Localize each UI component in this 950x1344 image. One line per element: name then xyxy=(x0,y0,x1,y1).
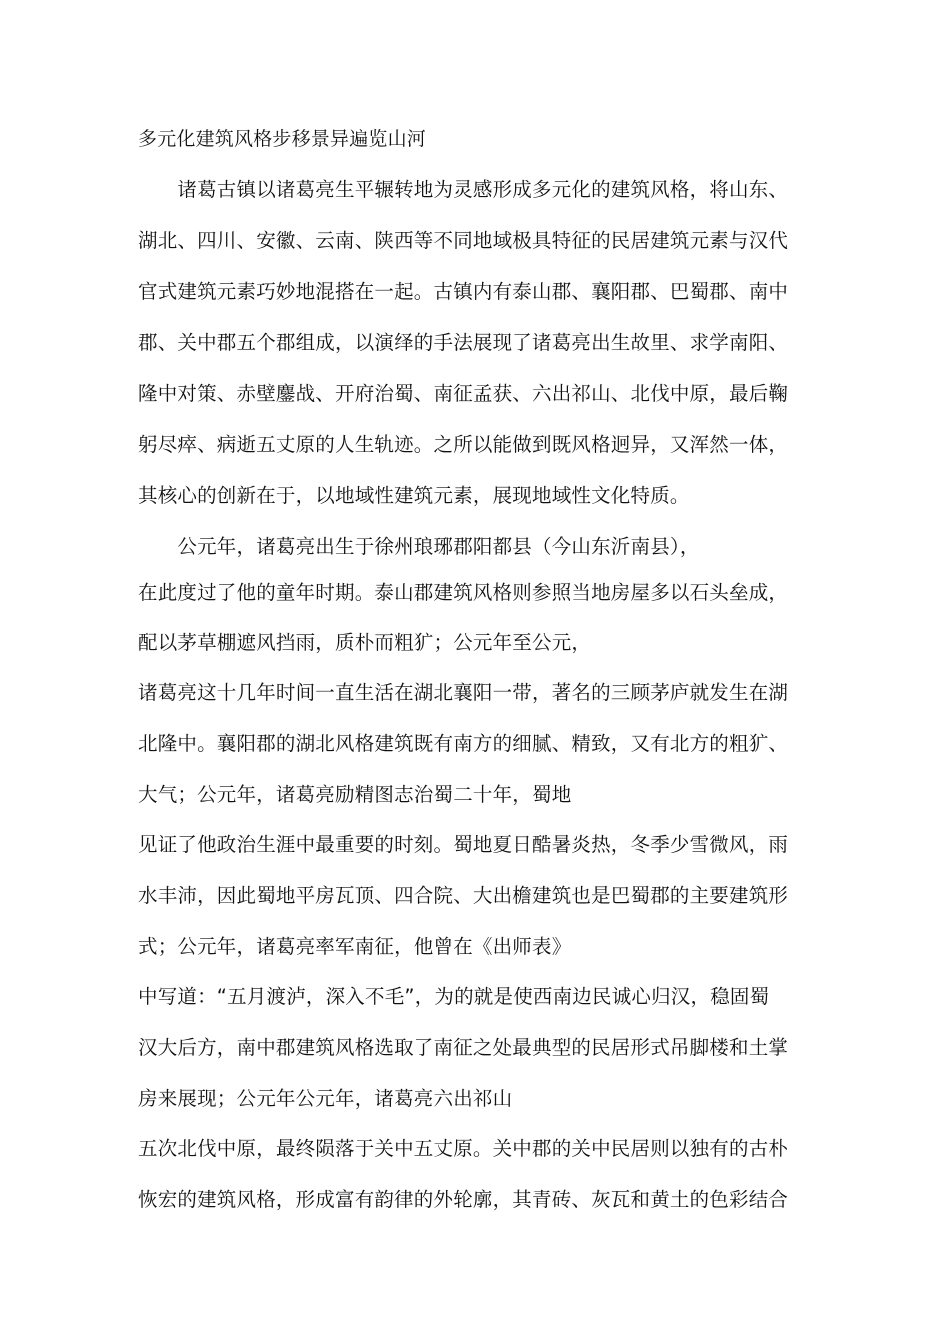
text-line: 大气；公元年，诸葛亮励精图志治蜀二十年，蜀地 xyxy=(138,783,572,806)
text-line: 北隆中。襄阳郡的湖北风格建筑既有南方的细腻、精致，又有北方的粗犷、 xyxy=(138,732,789,755)
text-line: 房来展现；公元年公元年，诸葛亮六出祁山 xyxy=(138,1087,513,1110)
text-line: 五次北伐中原，最终陨落于关中五丈原。关中郡的关中民居则以独有的古朴 xyxy=(138,1137,789,1160)
text-line: 中写道：“五月渡泸，深入不毛”，为的就是使西南边民诚心归汉，稳固蜀 xyxy=(138,985,770,1008)
text-line: 式；公元年，诸葛亮率军南征，他曾在《出师表》 xyxy=(138,935,572,958)
document-title: 多元化建筑风格步移景异遍览山河 xyxy=(138,128,427,150)
text-line: 郡、关中郡五个郡组成，以演绎的手法展现了诸葛亮出生故里、求学南阳、 xyxy=(138,331,789,354)
text-line: 见证了他政治生涯中最重要的时刻。蜀地夏日酷暑炎热，冬季少雪微风，雨 xyxy=(138,833,789,856)
text-line: 水丰沛，因此蜀地平房瓦顶、四合院、大出檐建筑也是巴蜀郡的主要建筑形 xyxy=(138,884,789,907)
text-line: 诸葛亮这十几年时间一直生活在湖北襄阳一带，著名的三顾茅庐就发生在湖 xyxy=(138,681,789,704)
text-line: 汉大后方，南中郡建筑风格选取了南征之处最典型的民居形式吊脚楼和土掌 xyxy=(138,1036,789,1059)
text-line: 官式建筑元素巧妙地混搭在一起。古镇内有泰山郡、襄阳郡、巴蜀郡、南中 xyxy=(138,280,789,303)
text-line: 躬尽瘁、病逝五丈原的人生轨迹。之所以能做到既风格迥异，又浑然一体， xyxy=(138,433,789,456)
text-line: 公元年，诸葛亮出生于徐州琅琊郡阳都县（今山东沂南县）， xyxy=(138,535,700,558)
text-line: 配以茅草棚遮风挡雨，质朴而粗犷；公元年至公元， xyxy=(138,631,592,654)
text-line: 湖北、四川、安徽、云南、陕西等不同地域极具特征的民居建筑元素与汉代 xyxy=(138,229,789,252)
text-line: 诸葛古镇以诸葛亮生平辗转地为灵感形成多元化的建筑风格，将山东、 xyxy=(138,178,789,201)
text-line: 恢宏的建筑风格，形成富有韵律的外轮廓，其青砖、灰瓦和黄土的色彩结合 xyxy=(138,1188,789,1211)
text-line: 其核心的创新在于，以地域性建筑元素，展现地域性文化特质。 xyxy=(138,484,690,507)
text-line: 隆中对策、赤壁鏖战、开府治蜀、南征孟获、六出祁山、北伐中原，最后鞠 xyxy=(138,382,789,405)
text-line: 在此度过了他的童年时期。泰山郡建筑风格则参照当地房屋多以石头垒成， xyxy=(138,581,789,604)
